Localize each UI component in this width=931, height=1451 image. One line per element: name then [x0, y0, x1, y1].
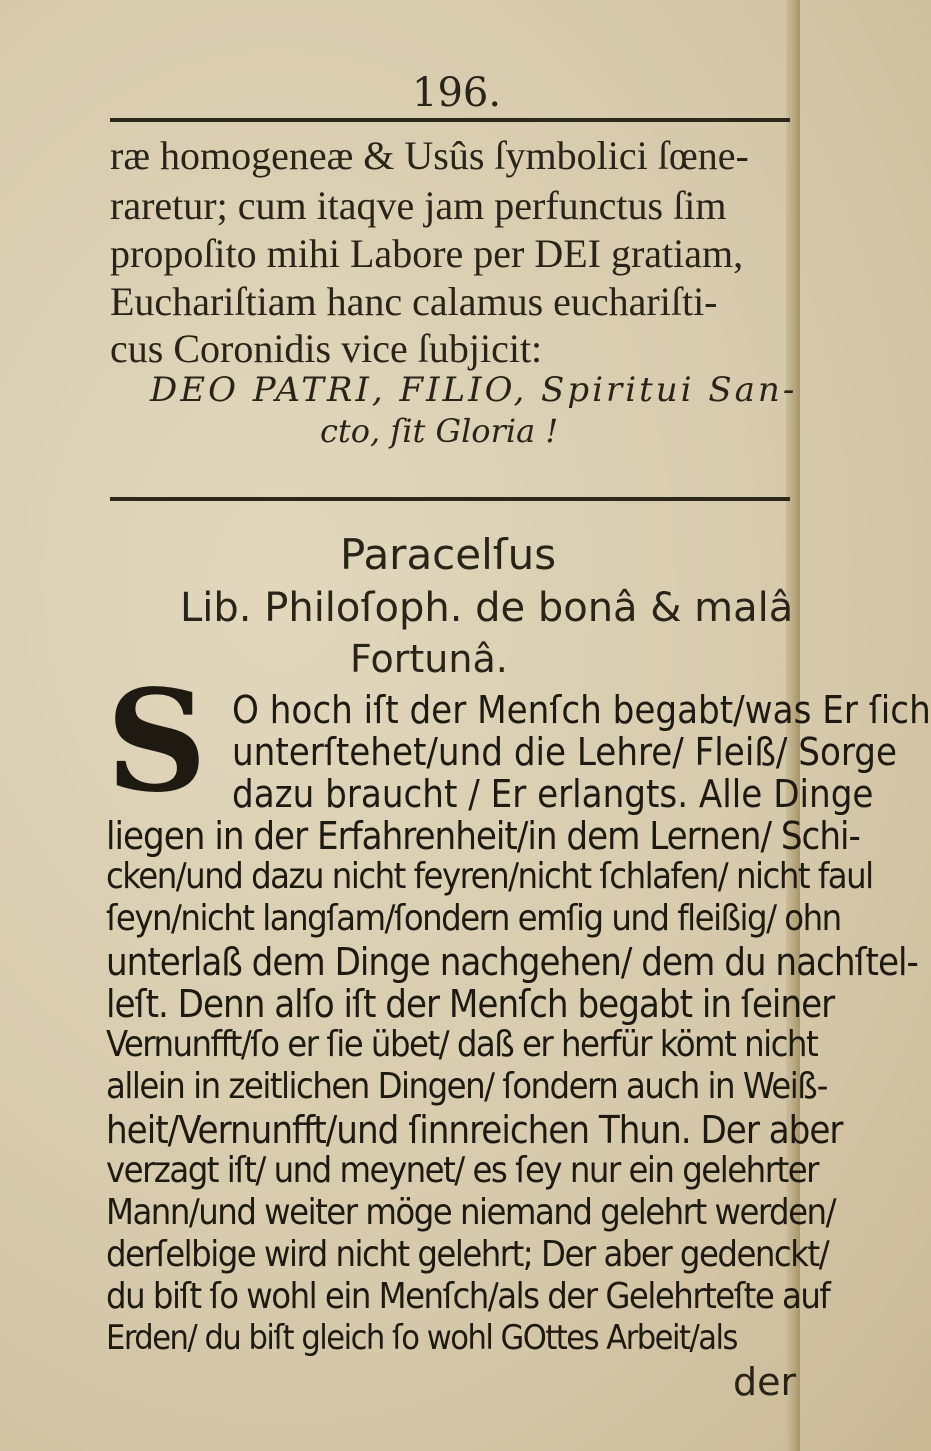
latin-line-5: cus Coronidis vice ſubjicit: — [110, 326, 543, 371]
german-line-12: verzagt iſt/ und meynet/ es ſey nur ein gelehrter — [106, 1150, 818, 1191]
german-line-10: allein in zeitlichen Dingen/ ſondern auch in Weiß- — [106, 1066, 827, 1107]
heading-fortuna: Fortunâ. — [350, 637, 508, 681]
german-line-1: O hoch iſt der Menſch begabt/was Er ſich — [232, 688, 931, 732]
heading-author: Paracelſus — [340, 530, 557, 579]
heading-book: Lib. Philoſoph. de bonâ & malâ — [180, 585, 794, 631]
german-line-11: heit/Vernunfft/und ſinnreichen Thun. Der aber — [106, 1108, 843, 1152]
german-line-13: Mann/und weiter möge niemand gelehrt werden/ — [106, 1192, 836, 1233]
german-line-7: unterlaß dem Dinge nachgehen/ dem du nachſtel- — [106, 940, 918, 984]
german-line-8: leſt. Denn alſo iſt der Menſch begabt in ſeiner — [106, 982, 835, 1026]
catchword: der — [733, 1360, 797, 1404]
german-line-9: Vernunfft/ſo er ſie übet/ daß er herfür kömt nicht — [106, 1024, 818, 1065]
german-line-14: derſelbige wird nicht gelehrt; Der aber gedenckt/ — [106, 1234, 829, 1275]
doxology-line-2: cto, ſit Gloria ! — [320, 412, 559, 450]
latin-line-1: ræ homogeneæ & Usûs ſymbolici ſœne- — [110, 133, 749, 178]
page-number: 196. — [412, 70, 502, 116]
latin-line-2: raretur; cum itaqve jam perfunctus ſim — [110, 183, 727, 228]
section-rule — [110, 497, 790, 501]
german-line-5: cken/und dazu nicht feyren/nicht ſchlafen/ nicht faul — [106, 856, 873, 897]
german-line-3: dazu braucht / Er erlangts. Alle Dinge — [232, 772, 874, 816]
drop-initial: S — [106, 660, 208, 824]
german-line-4: liegen in der Erfahrenheit/in dem Lernen/ Schi- — [106, 814, 860, 858]
doxology-line-1: DEO PATRI, FILIO, Spiritui San- — [150, 370, 798, 410]
latin-line-4: Euchariſtiam hanc calamus euchariſti- — [110, 279, 718, 324]
german-line-6: ſeyn/nicht langſam/ſondern emſig und fleißig/ ohn — [106, 898, 841, 939]
german-line-15: du biſt ſo wohl ein Menſch/als der Gelehrteſte auf — [106, 1276, 830, 1317]
german-line-16: Erden/ du biſt gleich ſo wohl GOttes Arbeit/als — [106, 1318, 737, 1358]
german-line-2: unterſtehet/und die Lehre/ Fleiß/ Sorge — [232, 730, 898, 774]
top-rule — [110, 118, 790, 122]
latin-line-3: propoſito mihi Labore per DEI gratiam, — [110, 231, 744, 276]
